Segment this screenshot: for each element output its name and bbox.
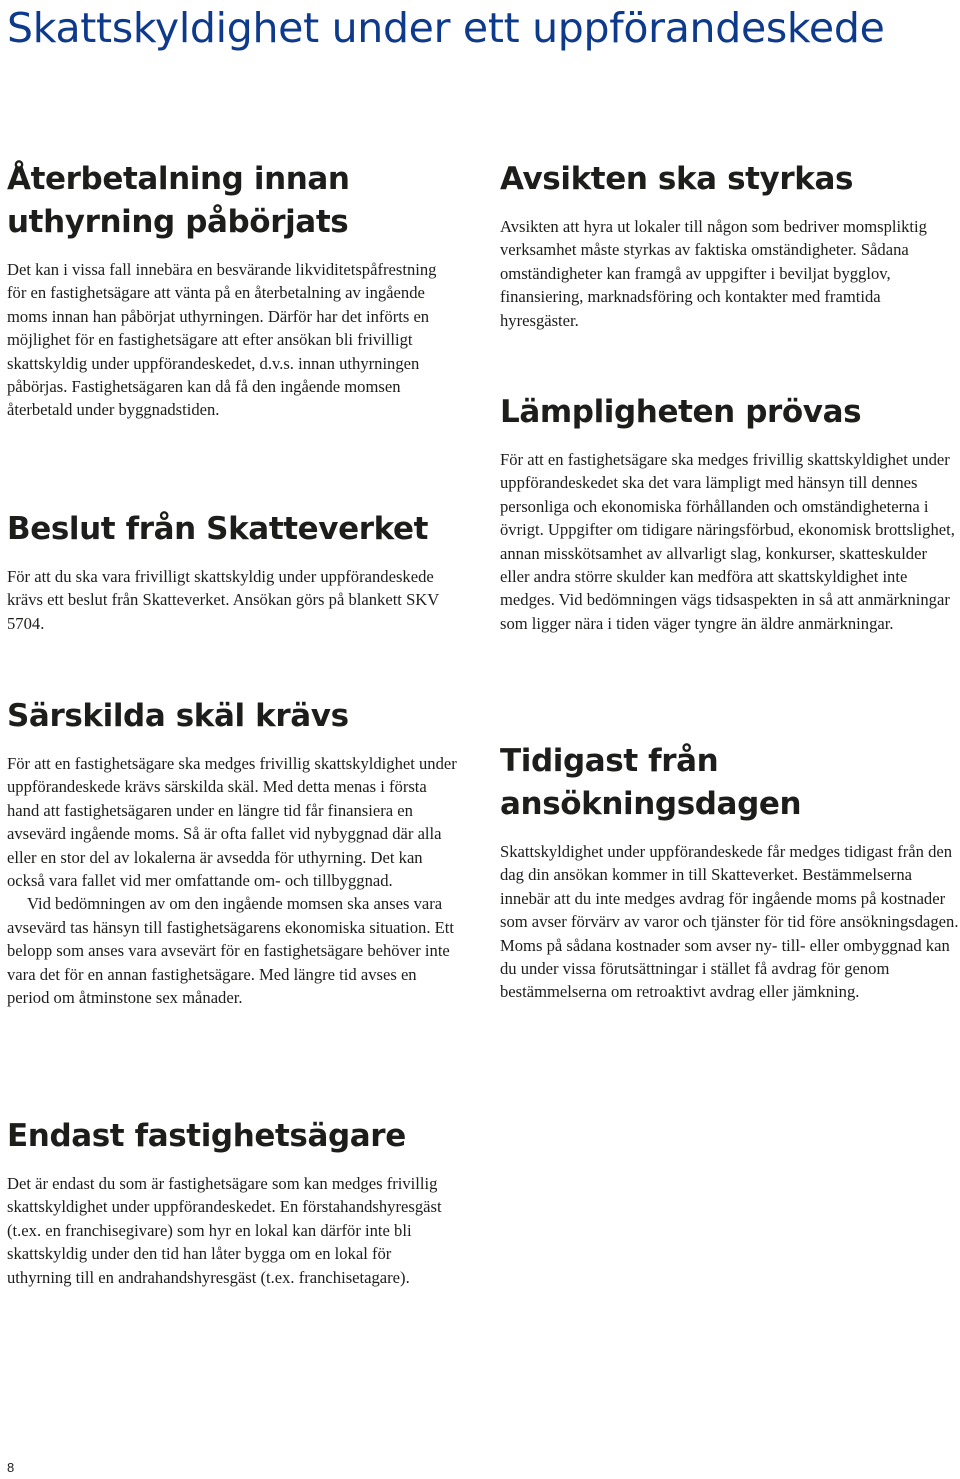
- section-heading: Beslut från Skatteverket: [7, 511, 429, 547]
- section-lamplighet: [500, 391, 960, 635]
- section-heading: Avsikten ska styrkas: [500, 161, 854, 197]
- section-paragraph: För att du ska vara frivilligt skattskyldig under uppförandeskede krävs ett beslut från Skatteverket. Ansökan görs på blankett SKV 5704.: [7, 567, 439, 633]
- section-beslut: [7, 508, 459, 635]
- section-aterbetalning: [7, 158, 459, 422]
- section-paragraph: Avsikten att hyra ut lokaler till någon som bedriver momspliktig verksamhet måste styrkas av faktiska omständigheter. Sådana omständigheter kan framgå av uppgifter i beviljat bygglov, finansiering, marknadsföring och kontakter med framtida hyresgäster.: [500, 217, 927, 330]
- section-paragraph: För att en fastighetsägare ska medges frivillig skattskyldighet under uppförandeskede krävs särskilda skäl. Med detta menas i första hand att fastighetsägaren under en längre tid får finansiera en avsevärd ingående moms. Så är ofta fallet vid nybyggnad där alla eller en stor del av lokalerna är avsedda för uthyrning. Det kan också vara fallet vid mer omfattande om- och tillbyggnad.: [7, 754, 457, 891]
- section-avsikten: [500, 158, 960, 332]
- page-title: Skattskyldighet under ett uppförandeskede: [7, 4, 885, 52]
- section-heading: Särskilda skäl krävs: [7, 698, 349, 734]
- section-paragraph: Det är endast du som är fastighetsägare som kan medges frivillig skattskyldighet under uppförandeskedet. En förstahandshyresgäst (t.ex. en franchisegivare) som hyr en lokal kan därför inte bli skattskyldig under den tid han låter bygga om en lokal för uthyrning till en andrahandshyresgäst (t.ex. franchisetagare).: [7, 1174, 442, 1287]
- section-heading: Endast fastighetsägare: [7, 1118, 406, 1154]
- page-number: 8: [7, 1460, 15, 1475]
- section-endast: [7, 1115, 459, 1289]
- section-paragraph: För att en fastighetsägare ska medges frivillig skattskyldighet under uppförandeskedet ska det vara lämpligt med hänsyn till dennes personliga och ekonomiska förhållanden och omständigheterna i övrigt. Uppgifter om tidigare näringsförbud, ekonomisk brottslighet, annan misskötsamhet av allvarligt slag, konkurser, skatteskulder eller andra större skulder kan medföra att skattskyldighet inte medges. Vid bedömningen vägs tidsaspekten in så att anmärkningar som ligger nära i tiden väger tyngre än äldre anmärkningar.: [500, 450, 955, 633]
- section-tidigast: [500, 740, 960, 1004]
- section-sarskilda: [7, 695, 459, 1009]
- section-heading: Återbetalning innan uthyrning påbörjats: [7, 161, 350, 240]
- section-heading: Lämpligheten prövas: [500, 394, 862, 430]
- section-paragraph: Skattskyldighet under uppförandeskede får medges tidigast från den dag din ansökan kommer in till Skatteverket. Bestämmelserna innebär att du inte medges avdrag för ingående moms på kostnader som avser förvärv av varor och tjänster för tid före ansökningsdagen. Moms på sådana kostnader som avser ny- till- eller ombyggnad kan du under vissa förutsättningar i stället få avdrag för genom bestämmelserna om retroaktivt avdrag eller jämkning.: [500, 842, 959, 1002]
- section-paragraph: Det kan i vissa fall innebära en besvärande likviditetspåfrestning för en fastighetsägare att vänta på en återbetalning av ingående moms innan han påbörjat uthyrningen. Därför har det införts en möjlighet för en fastighetsägare att efter ansökan bli frivilligt skattskyldig under uppförandeskedet, d.v.s. innan uthyrningen påbörjas. Fastighetsägaren kan då få den ingående momsen återbetald under byggnadstiden.: [7, 260, 437, 420]
- section-paragraph: Vid bedömningen av om den ingående momsen ska anses vara avsevärd tas hänsyn till fastighetsägarens ekonomiska situation. Ett belopp som anses vara avsevärt för en fastighetsägare behöver inte vara det för en annan fastighetsägare. Med längre tid avses en period om åtminstone sex månader.: [7, 894, 455, 1008]
- section-heading: Tidigast från ansökningsdagen: [500, 743, 802, 822]
